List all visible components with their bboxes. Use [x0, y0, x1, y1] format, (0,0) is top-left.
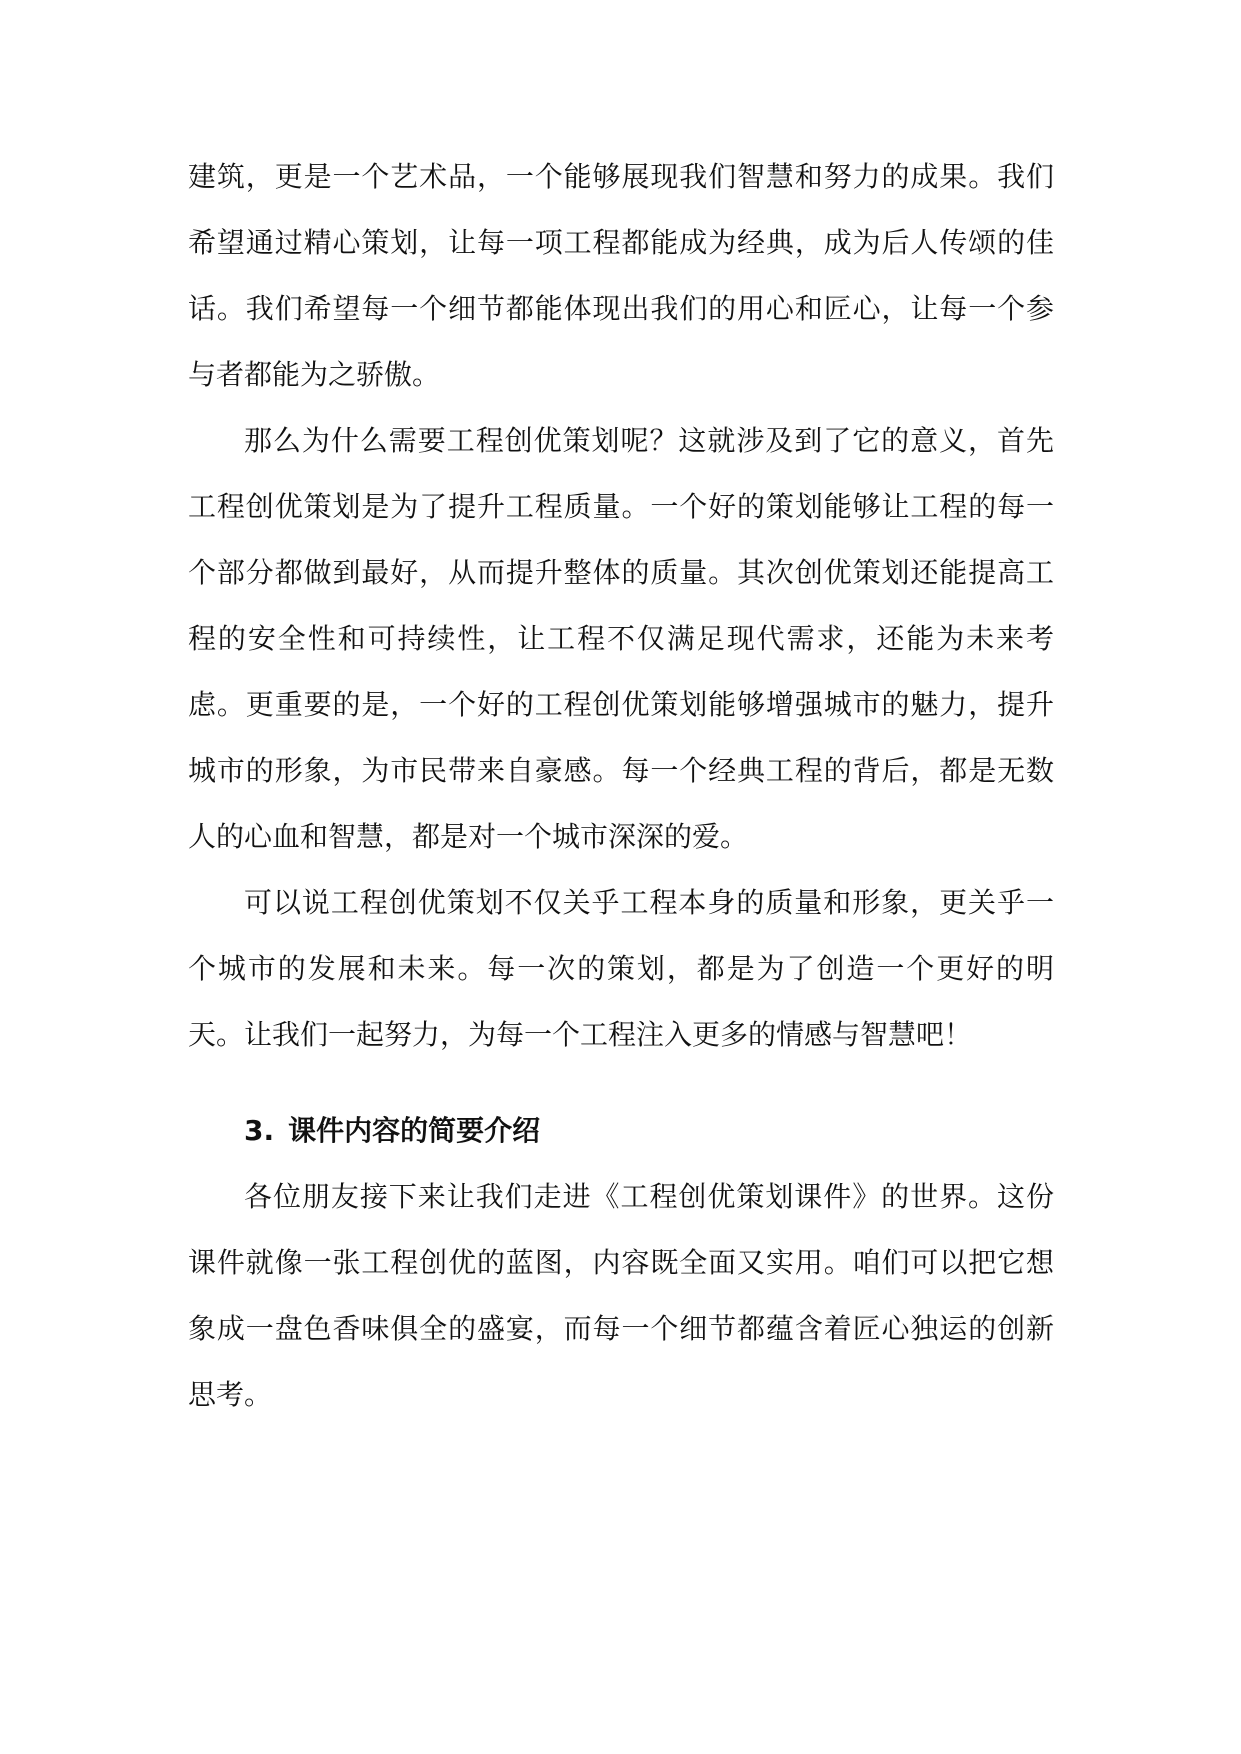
section-number: 3.: [244, 1114, 275, 1147]
paragraph-significance: 那么为什么需要工程创优策划呢？这就涉及到了它的意义，首先工程创优策划是为了提升工程质量。一个好的策划能够让工程的每一个部分都做到最好，从而提升整体的质量。其次创优策划还能提高工程的安全性和可持续性，让工程不仅满足现代需求，还能为未来考虑。更重要的是，一个好的工程创优策划能够增强城市的魅力，提升城市的形象，为市民带来自豪感。每一个经典工程的背后，都是无数人的心血和智慧，都是对一个城市深深的爱。: [188, 424, 1054, 853]
paragraph-conclusion: 可以说工程创优策划不仅关乎工程本身的质量和形象，更关乎一个城市的发展和未来。每一次的策划，都是为了创造一个更好的明天。让我们一起努力，为每一个工程注入更多的情感与智慧吧！: [188, 886, 1054, 1051]
section-heading: [188, 1098, 1054, 1164]
document-body: [188, 144, 1054, 1428]
paragraph-continuation: 建筑，更是一个艺术品，一个能够展现我们智慧和努力的成果。我们希望通过精心策划，让每一项工程都能成为经典，成为后人传颂的佳话。我们希望每一个细节都能体现出我们的用心和匠心，让每一个参与者都能为之骄傲。: [188, 160, 1054, 391]
section-title: 课件内容的简要介绍: [288, 1114, 541, 1147]
paragraph-courseware-intro: 各位朋友接下来让我们走进《工程创优策划课件》的世界。这份课件就像一张工程创优的蓝图，内容既全面又实用。咱们可以把它想象成一盘色香味俱全的盛宴，而每一个细节都蕴含着匠心独运的创新思考。: [188, 1180, 1054, 1411]
